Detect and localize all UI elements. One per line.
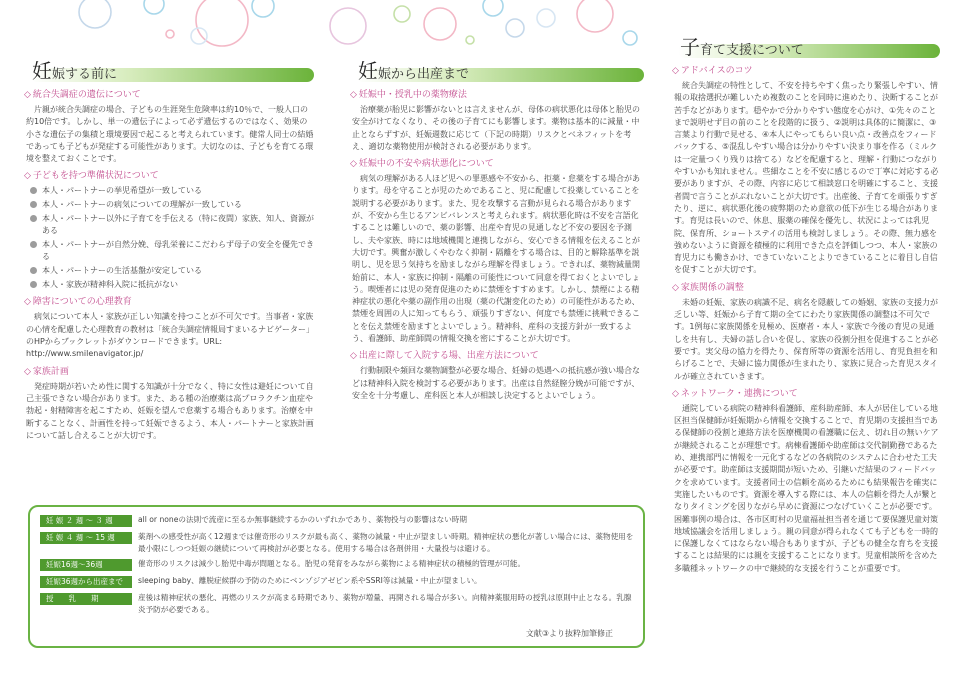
subheading-text: ネットワーク・連携について	[680, 388, 798, 399]
list-item-text: 本人・パートナー以外に子育てを手伝える（特に夜間）家族、知人、資源がある	[42, 214, 314, 236]
subheading-psychoeducation	[24, 296, 314, 308]
section-heading	[668, 34, 940, 60]
column-before-pregnancy	[20, 58, 314, 442]
heading-initial: 妊	[32, 59, 52, 83]
list-item	[30, 213, 314, 237]
paragraph-family-relations: 未婚の妊娠、家族の病識不足、病名を隠蔽しての婚姻、家族の支援力が乏しい等、妊娠から子育て期の全てにわたり家族関係の調整は不可欠です。1例毎に家族関係を見極め、医療者・本人・家族で今後の育児の見通しを共有し、夫婦の話し合いを促し、家族の役割分担を促進することが必要です。実父母の協力を得たり、保育所等の資源を活用し、育児負担を和らげることで、夫婦に協力関係が生まれたり、家族に見合った育児スタイルが確立されていきます。	[674, 297, 938, 381]
diamond-icon: ◇	[350, 351, 357, 362]
heading-rest: 娠する前に	[52, 67, 118, 82]
list-item	[30, 265, 314, 277]
paragraph-network: 通院している病院の精神科看護師、産科助産師、本人が居住している地区担当保健師が妊娠期から情報を交換することで、育児期の支援担当である保健師の役割と連絡方法を医療機関の看護職に伝え、切れ目の無いケアが継続されることが理想です。病棟看護師や助産師は交代制勤務であるため、連携部門に情報を一元化するなどの各病院のシステムに合わせた工夫が必要です。助産師は支援期間が短いため、引継いだ結果のフィードバックを求めています。支援者同士の信頼を高めるためにも結果報告を確実に実施したいものです。資源を導入する際には、本人の信頼を得た人が繋となりタイミングを図りながら早めに資源につなげていくことが必要です。困難事例の場合は、各市区町村の児童福祉担当者を通じて要保護児童対策地域協議会を活用しましょう。親の同意が得られなくても子どもを一時的に保護しなくてはならない場合もありますが、子どもの健全な育ちを支援することは結果的には親を支援することになります。児童相談所を含めた多職種ネットワークの中で継続的な支援を行うことが重要です。	[674, 403, 939, 573]
diamond-icon: ◇	[672, 388, 679, 399]
heading-text	[358, 58, 469, 88]
diamond-icon: ◇	[24, 366, 31, 377]
diamond-icon: ◇	[24, 171, 31, 182]
subheading-text: 家族関係の調整	[680, 282, 744, 293]
paragraph-family-planning: 発症時期が若いため性に関する知識が十分でなく、特に女性は避妊について自己主張できない場合があります。また、ある種の治療薬は高プロラクチン血症や勃起・射精障害を起こすため、妊娠を望んで怠薬する場合もあります。治療を中断することなく、計画性を持って妊娠できるよう、本人・パートナーと家族計画について話し合えることが大切です。	[26, 381, 314, 440]
period-label: 妊娠16週〜36週	[40, 559, 132, 571]
subheading-advice	[672, 65, 940, 77]
subheading-text: 妊娠中・授乳中の薬物療法	[358, 90, 467, 100]
table-row	[40, 592, 635, 615]
diamond-icon: ◇	[672, 282, 679, 293]
heading-initial: 妊	[358, 59, 378, 83]
paragraph-delivery: 行動制限や頻回な薬物調整が必要な場合、妊婦の処遇への抵抗感が強い場合などは精神科入院を検討する必要があります。出産は自然経膣分娩が可能ですが、安全を十分考慮し、産科医と本人が相談し決定するとよいでしょう。	[352, 366, 640, 400]
list-item	[30, 199, 314, 211]
bullet-icon	[30, 215, 37, 222]
period-description: 催奇形のリスクは減少し胎児中毒が問題となる。胎児の発育をみながら薬物による精神症状の積極的管理が可能。	[138, 559, 526, 568]
list-item	[30, 239, 314, 263]
subheading-family-relations	[672, 282, 940, 294]
table-row	[40, 514, 635, 527]
paragraph-advice: 統合失調症の特性として、不安を持ちやすく焦ったり緊張しやすい、情報の取捨選択が難しいため複数のことを同時に進めたり、決断することが苦手などがあります。穏やかで分かりやすい態度を心がけ、①先々のことまで説明せず目の前のことを段階的に扱う、②説明は具体的に簡潔に、③言葉より行動で見せる、④本人にやってもらい良い点・改善点をフィードバックする、⑤混乱しやすい場合は分かりやすい決まり事を作る（ミルクは一定量つくり残りは捨てる）などを配慮すると、理解・行動につながりやすいかも知れません。些細なことを不安に感じるので丁寧に対応する必要がありますが、その際、内容に応じて相談窓口を明確にすること、支援者間で言うことがぶれないことが大切です。出産後、子育てを頑張りすぎたり、逆に、病状悪化後の疲弊期のため意欲の低下が生じる場合があります。育児は長いので、休息、服薬の確保を優先し、状況によっては乳児院、保育所、ショートステイの活用も検討しましょう。その際、無力感を強めないように資源を積極的に利用できた点を評価しつつ、本人・家族の育児力にも働きかけ、できていないことよりできていることに着目し自信を促すことが大切です。	[674, 81, 939, 275]
subheading-text: アドバイスのコツ	[680, 66, 753, 76]
subheading-text: 統合失調症の遺伝について	[32, 90, 141, 100]
list-item	[30, 185, 314, 197]
period-description: 薬剤への感受性が高く12週までは催奇形のリスクが最も高く、薬物の減量・中止が望ましい時期。精神症状の悪化が著しい場合には、薬物使用を最小限にしつつ妊娠の継続について再検討が必要となる。使用する場合は各剤併用・大量投与は避ける。	[138, 532, 634, 553]
list-item-text: 本人・パートナーが自然分娩、母乳栄養にこだわらず母子の安全を優先できる	[42, 240, 314, 262]
heading-initial: 子	[680, 35, 700, 59]
bullet-icon	[30, 201, 37, 208]
diamond-icon: ◇	[672, 66, 679, 76]
subheading-text: 出産に際して入院する場、出産方法について	[358, 351, 539, 362]
subheading-text: 妊娠中の不安や病状悪化について	[358, 159, 494, 170]
list-item-text: 本人・家族が精神科入院に抵抗がない	[42, 280, 178, 290]
subheading-delivery	[350, 350, 644, 362]
section-heading	[346, 58, 644, 84]
table-row	[40, 531, 635, 554]
period-label: 妊娠36週から出産まで	[40, 576, 132, 588]
heading-rest: 育て支援について	[700, 43, 804, 58]
paragraph-psychoeducation: 病気について本人・家族が正しい知識を持つことが不可欠です。当事者・家族の心情を配慮した心理教育の教材は「統合失調症情報局すまいるナビゲーター」のHPからブックレットがダウンロードできます。URL: http://www.smilenavigator.jp/	[26, 312, 314, 359]
period-description: 産後は精神症状の悪化、再燃のリスクが高まる時期であり、薬物が増量、再開される場合が多い。向精神薬服用時の授乳は原則中止となる。乳腺炎予防が必要である。	[138, 593, 632, 614]
heading-text	[32, 58, 117, 88]
source-note: 文献③より抜粋加筆修正	[525, 629, 613, 638]
diamond-icon: ◇	[24, 297, 31, 308]
subheading-text: 子どもを持つ準備状況について	[32, 171, 159, 182]
heading-rest: 娠から出産まで	[378, 67, 470, 82]
bullet-icon	[30, 281, 37, 288]
list-item-text: 本人・パートナーの病気についての理解が一致している	[42, 200, 242, 210]
subheading-medication	[350, 89, 644, 101]
diamond-icon: ◇	[24, 90, 31, 100]
bullet-icon	[30, 267, 37, 274]
period-description: sleeping baby、離脱症候群の予防のためにベンゾジアゼピン系やSSRI等は減量・中止が望ましい。	[138, 576, 482, 585]
list-item-text: 本人・パートナーの生活基盤が安定している	[42, 266, 202, 276]
period-label: 授 乳 期	[40, 593, 132, 605]
period-label: 妊 娠 ４ 週 〜 15 週	[40, 532, 132, 544]
paragraph-heredity: 片親が統合失調症の場合、子どもの生涯発生危険率は約10％で、一般人口の約10倍です。しかし、単一の遺伝子によって必ず遺伝するのではなく、効果の小さな遺伝子の集積と環境要因で起こると考えられています。健常人同士の結婚であっても子どもが発症する可能性があります。大切なのは、子どもを育てる環境を整えておくことです。	[26, 105, 314, 164]
column-childcare-support	[668, 34, 940, 575]
table-row	[40, 575, 635, 588]
period-label: 妊 娠 ２ 週 〜 ３ 週	[40, 515, 132, 527]
list-item-text: 本人・パートナーの挙児希望が一致している	[42, 186, 202, 196]
subheading-readiness	[24, 170, 314, 182]
column-pregnancy-to-birth	[346, 58, 644, 402]
bullet-icon	[30, 241, 37, 248]
diamond-icon: ◇	[350, 159, 357, 170]
subheading-text: 障害についての心理教育	[32, 297, 132, 308]
subheading-family-planning	[24, 366, 314, 378]
paragraph-anxiety: 病気の理解がある人ほど児への罪悪感や不安から、拒薬・怠薬をする場合があります。母を守ることが児のためであること、児に配慮して投薬していることを説明する必要があります。また、児を攻撃する言動が見られる場合がありますが、不安から生じるアンビバレンスと考えられます。病状悪化時は不安を言語化することは難しいので、薬の影響、出産や育児の見通しなど不安の要因を予測し、夫や家族、時には地域機関と連携しながら、安心できる情報を伝えることが大切です。興奮が激しくやむなく抑制・隔離をする場合は、目的と解除基準を説明し、児を思う気持ちを励ましながら理解を得ましょう。できれば、薬物減量開始前に、本人・家族に抑制・隔離の可能性について同意を得ておくとよいでしょう。喫煙者には児の発育促進のために禁煙をすすめます。しかし、禁煙による精神症状の悪化や薬の副作用の出現（薬の代謝変化のため）の可能性があるため、禁煙を周囲の人に知ってもらう、頑張りすぎない、何度でも禁煙に挑戦できることを伝え禁煙を励ますとよいでしょう。精神科、産科の支援方針が一致するよう、看護師、助産師間の情報交換を密にすることが大切です。	[352, 174, 640, 344]
subheading-network	[672, 388, 940, 400]
subheading-heredity	[24, 89, 314, 101]
subheading-anxiety	[350, 158, 644, 170]
diamond-icon: ◇	[350, 90, 357, 100]
section-heading	[20, 58, 314, 84]
heading-text	[680, 34, 804, 64]
pregnancy-period-table	[28, 505, 645, 648]
readiness-list	[30, 185, 314, 291]
period-description: all or noneの法則で流産に至るか無事継続するかのいずれかであり、薬物投与の影響はない時期	[138, 515, 467, 524]
subheading-text: 家族計画	[32, 366, 69, 377]
paragraph-medication: 治療薬が胎児に影響がないとは言えませんが、母体の病状悪化は母体と胎児の安全がけてなくなり、その後の子育てにも影響します。薬物は基本的に減量・中止とならずすが、妊娠週数に応じて（下記の時期）リスクとベネフィットを考え、適切な薬物使用が検討される必要があります。	[352, 105, 640, 151]
list-item	[30, 279, 314, 291]
bullet-icon	[30, 187, 37, 194]
table-row	[40, 558, 635, 571]
